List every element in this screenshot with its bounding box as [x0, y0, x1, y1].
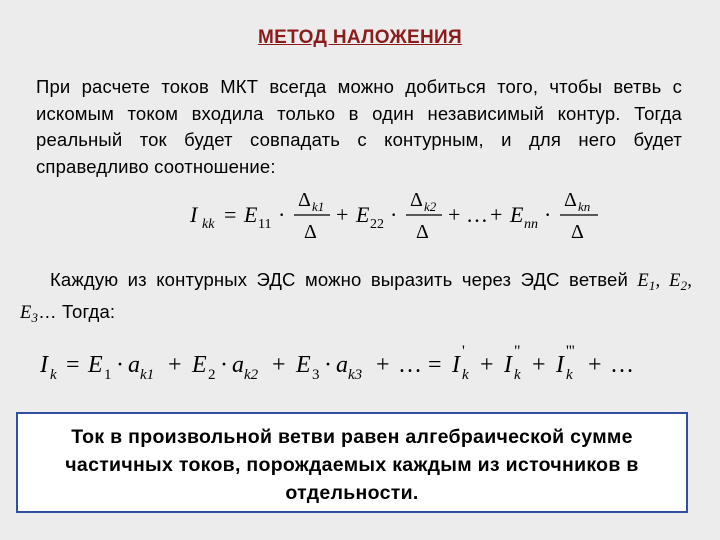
- formula2-a3-sub: k3: [348, 367, 363, 383]
- formula1-dot3: ·: [544, 202, 552, 227]
- formula2-a2-sub: k2: [244, 367, 259, 383]
- formula2-plus3: +: [376, 352, 390, 378]
- conclusion-text: Ток в произвольной ветви равен алгебраической сумме частичных токов, порождаемых каждым из источников в отдельности.: [65, 426, 639, 504]
- formula2-a3: a: [336, 352, 348, 378]
- formula1-num1: Δ: [298, 189, 311, 211]
- formula2-e1: E: [88, 352, 103, 378]
- formula1-ellipsis: …: [466, 202, 488, 227]
- formula1-lhs-sub: kk: [202, 217, 215, 232]
- formula1-dot2: ·: [390, 202, 398, 227]
- formula1-plus2: +: [448, 202, 461, 227]
- formula2-a2: a: [232, 352, 244, 378]
- formula1-num1-sub: k1: [312, 199, 325, 214]
- formula1-den3: Δ: [571, 221, 584, 243]
- formula2-i3-prime: ''': [566, 343, 575, 360]
- superposition-formula: [30, 342, 690, 390]
- formula2-i2-prime: ": [514, 343, 521, 360]
- formula1-num3: Δ: [564, 189, 577, 211]
- formula1-e1: E: [244, 202, 258, 227]
- formula2-dot3: ·: [324, 352, 332, 378]
- formula2-plus1: +: [168, 352, 182, 378]
- formula2-i1-sub: k: [462, 367, 469, 383]
- formula2-plus4: +: [480, 352, 494, 378]
- formula2-ellipsis1: …: [398, 352, 422, 378]
- formula1-e2: E: [356, 202, 370, 227]
- formula1-plus1: +: [336, 202, 349, 227]
- branch-emf-3-sub: 3: [31, 310, 39, 326]
- formula2-i1: I: [452, 352, 460, 378]
- formula1-num3-sub: kn: [578, 199, 591, 214]
- slide-title: МЕТОД НАЛОЖЕНИЯ: [258, 27, 462, 48]
- second-paragraph: Каждую из контурных ЭДС можно выразить через ЭДС ветвей $E_1$, $E_2$, $E_3\dots$ Тогда:: [20, 269, 693, 326]
- branch-emf-2-sub: 2: [680, 277, 688, 293]
- formula1-en-sub: nn: [524, 217, 538, 232]
- formula2-plus5: +: [532, 352, 546, 378]
- formula2-ellipsis2: …: [610, 352, 634, 378]
- formula2-i1-prime: ': [462, 343, 465, 360]
- formula2-i3-sub: k: [566, 367, 573, 383]
- formula2-i2: I: [504, 352, 512, 378]
- branch-emf-1: E: [637, 271, 649, 291]
- formula1-den2: Δ: [416, 221, 429, 243]
- conclusion-box: [16, 412, 688, 513]
- formula1-plus3: +: [490, 202, 503, 227]
- intro-paragraph: При расчете токов МКТ всегда можно добиться того, чтобы ветвь с искомым током входила только в один независимый контур. Тогда реальный ток будет совпадать с контурным, и для него будет справедливо соотношение:: [36, 76, 682, 177]
- formula2-i2-sub: k: [514, 367, 521, 383]
- formula2-equals2: =: [428, 352, 442, 378]
- formula2-e3: E: [296, 352, 311, 378]
- formula2-lhs: I: [40, 352, 48, 378]
- second-paragraph-text: Каждую из контурных ЭДС можно выразить через ЭДС ветвей: [50, 269, 628, 290]
- formula1-en: E: [510, 202, 524, 227]
- formula2-e2-sub: 2: [208, 367, 216, 383]
- formula1-lhs: I: [190, 202, 198, 227]
- formula2-dot2: ·: [220, 352, 228, 378]
- formula2-e1-sub: 1: [104, 367, 112, 383]
- formula2-e3-sub: 3: [312, 367, 320, 383]
- contour-current-formula: [190, 186, 610, 246]
- formula1-e2-sub: 22: [370, 217, 384, 232]
- branch-emf-3: E: [20, 303, 32, 324]
- formula2-equals1: =: [66, 352, 80, 378]
- formula2-a1: a: [128, 352, 140, 378]
- formula2-a1-sub: k1: [140, 367, 155, 383]
- branch-emf-1-sub: 1: [648, 277, 656, 293]
- formula1-num2: Δ: [410, 189, 423, 211]
- formula2-plus2: +: [272, 352, 286, 378]
- formula2-e2: E: [192, 352, 207, 378]
- formula1-e1-sub: 11: [258, 217, 272, 232]
- formula1-equals: =: [224, 202, 237, 227]
- formula2-dot1: ·: [116, 352, 124, 378]
- formula1-num2-sub: k2: [424, 199, 437, 214]
- branch-emf-2: E: [669, 271, 681, 291]
- formula1-den1: Δ: [304, 221, 317, 243]
- formula2-lhs-sub: k: [50, 367, 57, 383]
- formula1-dot1: ·: [278, 202, 286, 227]
- formula2-i3: I: [556, 352, 564, 378]
- formula2-plus6: +: [588, 352, 602, 378]
- second-paragraph-tail: Тогда:: [62, 301, 116, 323]
